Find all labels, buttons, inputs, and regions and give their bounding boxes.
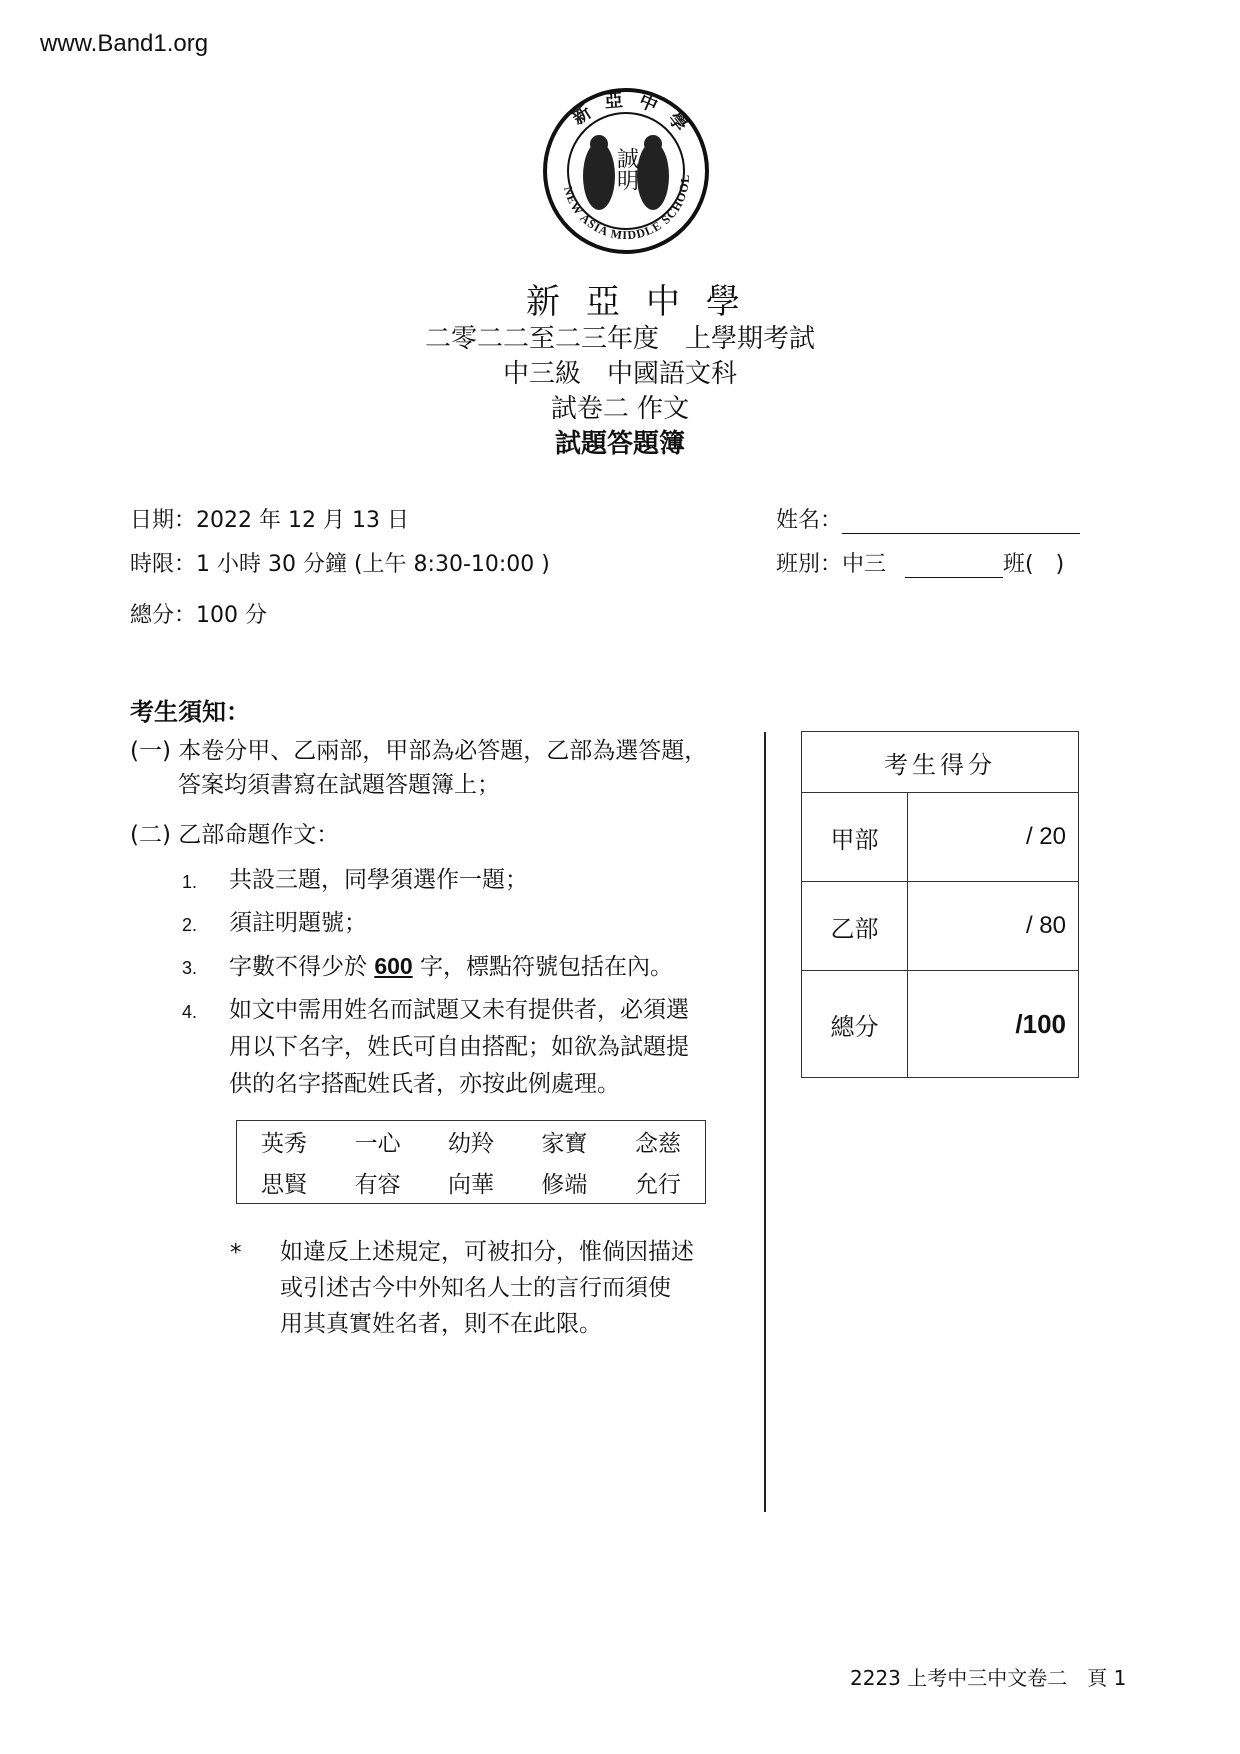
sub-item-4-number: 4.	[182, 1002, 198, 1022]
class-label: 班別：中三	[776, 552, 887, 577]
names-row-2	[237, 1162, 706, 1204]
names-row-1	[237, 1121, 706, 1163]
sub-item-3-number: 3.	[182, 958, 198, 978]
sub-item-4-line2: 用以下名字，姓氏可自由搭配；如欲為試題提	[229, 1034, 689, 1060]
class-blank[interactable]	[905, 553, 1003, 578]
class-suffix: 班( )	[1003, 552, 1065, 577]
name-cell: 家寶	[541, 1131, 588, 1157]
score-label: 乙部	[802, 882, 908, 971]
notice-item-1	[130, 734, 707, 768]
notice-title: 考生須知：	[130, 698, 250, 726]
score-table	[801, 731, 1079, 1078]
class-field	[776, 547, 1064, 578]
sub-item-2-number: 2.	[182, 915, 198, 935]
score-value: /100	[908, 971, 1079, 1078]
min-word-count: 600	[374, 953, 413, 979]
sub-item-3-post: 字，標點符號包括在內。	[420, 954, 673, 980]
name-blank[interactable]	[842, 509, 1080, 534]
sub-item-1: 共設三題，同學須選作一題；	[229, 867, 528, 893]
score-row-part-b	[802, 882, 1079, 971]
notice-item-2	[130, 818, 339, 852]
notice-item-1-line1: 本卷分甲、乙兩部，甲部為必答題，乙部為選答題，	[178, 738, 708, 764]
name-cell: 思賢	[260, 1172, 307, 1198]
sub-item-4-line3: 供的名字搭配姓氏者，亦按此例處理。	[229, 1071, 620, 1097]
school-name: 新亞中學	[526, 282, 766, 322]
name-cell: 向華	[447, 1172, 494, 1198]
score-label: 總分	[802, 971, 908, 1078]
notice-item-2-text: 乙部命題作文：	[178, 822, 340, 848]
name-cell: 念慈	[635, 1131, 682, 1157]
exam-duration: 時限：1 小時 30 分鐘 (上午 8:30-10:00 )	[130, 552, 550, 577]
note-line2: 或引述古今中外知名人士的言行而須使	[280, 1275, 671, 1301]
name-field	[776, 503, 1080, 534]
score-label: 甲部	[802, 793, 908, 882]
sub-item-4-line1: 如文中需用姓名而試題又未有提供者，必須選	[229, 997, 689, 1023]
seal-top-text: 新亞中學	[568, 89, 700, 147]
exam-title: 二零二二至二三年度 上學期考試	[424, 324, 815, 354]
score-row-part-a	[802, 793, 1079, 882]
paper-title: 試卷二 作文	[550, 394, 690, 424]
total-marks: 總分：100 分	[130, 603, 267, 628]
name-cell: 一心	[354, 1131, 401, 1157]
names-table	[236, 1120, 706, 1204]
notice-item-1-label: (一)	[130, 738, 171, 764]
column-divider	[764, 732, 766, 1512]
notice-item-1-line2: 答案均須書寫在試題答題簿上；	[178, 772, 500, 798]
sub-item-3-pre: 字數不得少於	[229, 954, 367, 980]
score-row-total	[802, 971, 1079, 1078]
score-value: / 80	[908, 882, 1079, 971]
sub-item-2: 須註明題號；	[229, 910, 367, 936]
name-cell: 英秀	[260, 1131, 307, 1157]
name-label: 姓名：	[776, 508, 843, 533]
booklet-title: 試題答題簿	[554, 429, 685, 459]
score-value: / 20	[908, 793, 1079, 882]
site-watermark: www.Band1.org	[40, 30, 209, 57]
seal-motto: 誠明	[613, 147, 639, 191]
note-asterisk: *	[230, 1240, 242, 1266]
name-cell: 修端	[541, 1172, 588, 1198]
exam-date: 日期：2022 年 12 月 13 日	[130, 508, 409, 533]
note-line3: 用其真實姓名者，則不在此限。	[280, 1311, 602, 1337]
name-cell: 幼羚	[447, 1131, 494, 1157]
name-cell: 允行	[635, 1172, 682, 1198]
subject-title: 中三級 中國語文科	[502, 359, 737, 389]
sub-item-3	[229, 949, 673, 984]
school-seal	[541, 86, 711, 256]
seal-bottom-text: NEW ASIA MIDDLE SCHOOL	[561, 173, 693, 243]
sub-item-1-number: 1.	[182, 872, 198, 892]
notice-item-2-label: (二)	[130, 822, 171, 848]
name-cell: 有容	[354, 1172, 401, 1198]
page-footer: 2223 上考中三中文卷二 頁 1	[850, 1666, 1127, 1690]
score-table-header: 考生得分	[802, 732, 1079, 793]
note-line1: 如違反上述規定，可被扣分，惟倘因描述	[280, 1239, 694, 1265]
